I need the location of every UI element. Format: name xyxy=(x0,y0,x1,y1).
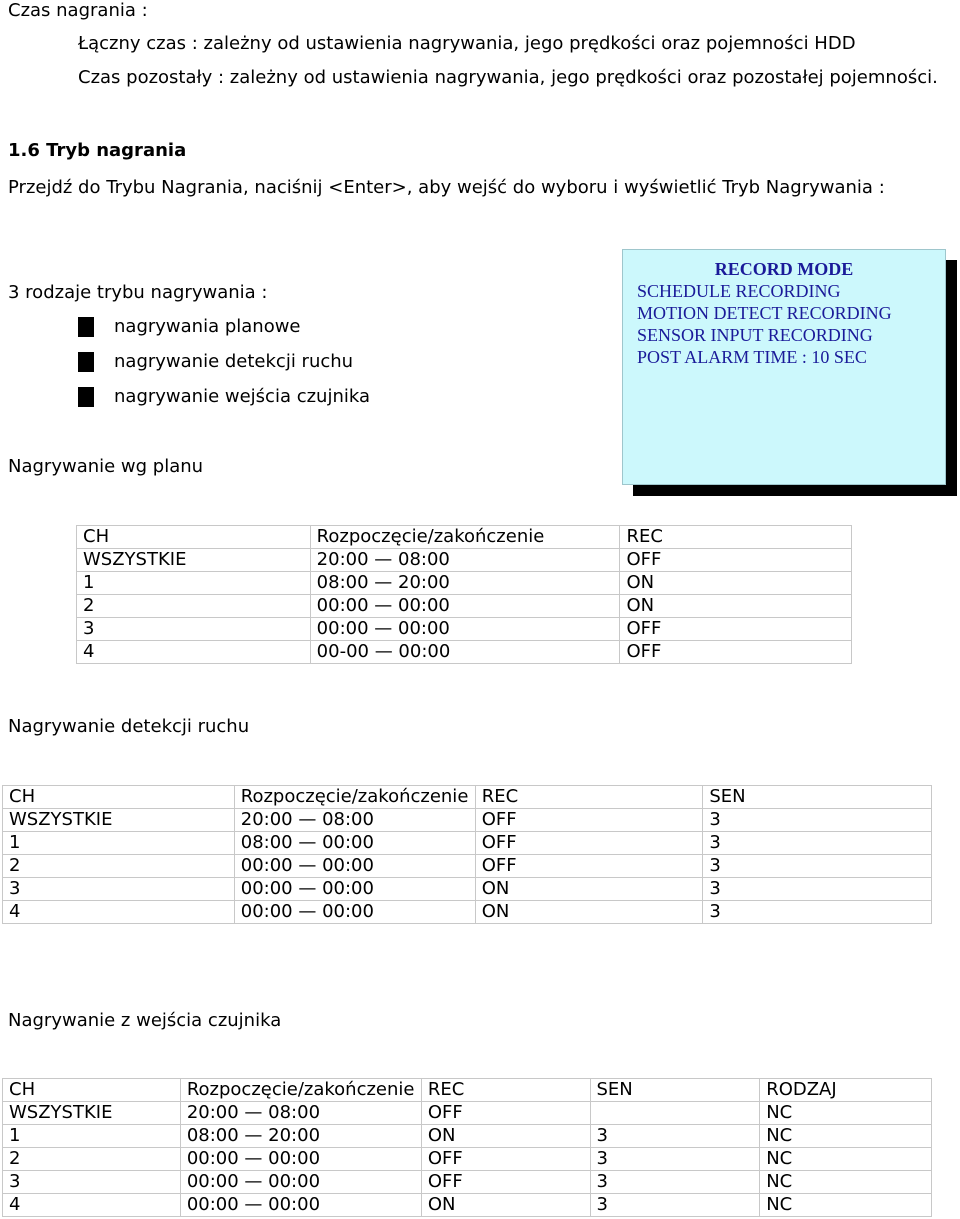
table-cell: WSZYSTKIE xyxy=(3,1102,181,1125)
table-row xyxy=(3,1171,932,1194)
table-cell: 00:00 — 00:00 xyxy=(234,878,475,901)
table-cell: 08:00 — 20:00 xyxy=(310,572,620,595)
header-cell: Rozpoczęcie/zakończenie xyxy=(180,1079,421,1102)
table-cell: 1 xyxy=(3,1125,181,1148)
record-mode-title: RECORD MODE xyxy=(714,259,854,279)
table-cell: 00:00 — 00:00 xyxy=(234,855,475,878)
table-cell: 3 xyxy=(703,809,932,832)
table-cell: NC xyxy=(760,1148,932,1171)
table-cell: OFF xyxy=(421,1102,590,1125)
table-cell: OFF xyxy=(475,855,703,878)
list-marker: c. xyxy=(78,386,94,407)
sensor-table xyxy=(2,1078,932,1217)
table-row xyxy=(77,618,852,641)
table-cell: 2 xyxy=(3,1148,181,1171)
table-cell: NC xyxy=(760,1102,932,1125)
table-cell: 00:00 — 00:00 xyxy=(180,1171,421,1194)
table-cell: NC xyxy=(760,1171,932,1194)
table-cell: WSZYSTKIE xyxy=(3,809,235,832)
table-cell: 3 xyxy=(703,878,932,901)
table-cell: OFF xyxy=(475,809,703,832)
table-header-row xyxy=(3,786,932,809)
table-row xyxy=(3,832,932,855)
table-row xyxy=(3,878,932,901)
header-cell: Rozpoczęcie/zakończenie xyxy=(234,786,475,809)
table-cell: 20:00 — 08:00 xyxy=(234,809,475,832)
table-cell: 2 xyxy=(77,595,311,618)
remaining-time-line: Czas pozostały : zależny od ustawienia nagrywania, jego prędkości oraz pozostałej pojemności. xyxy=(78,67,938,88)
total-time-line: Łączny czas : zależny od ustawienia nagrywania, jego prędkości oraz pojemności HDD xyxy=(78,33,856,54)
table-cell: ON xyxy=(475,878,703,901)
mode-item-b xyxy=(78,351,478,373)
table-cell: ON xyxy=(421,1194,590,1217)
table-cell: 20:00 — 08:00 xyxy=(310,549,620,572)
table-cell: NC xyxy=(760,1194,932,1217)
schedule-table xyxy=(76,525,852,664)
section-title: 1.6 Tryb nagrania xyxy=(8,140,187,161)
recording-time-heading: Czas nagrania : xyxy=(8,0,148,21)
table-cell: OFF xyxy=(620,641,852,664)
table-row xyxy=(77,572,852,595)
mode-label: nagrywanie wejścia czujnika xyxy=(114,386,370,407)
header-cell: Rozpoczęcie/zakończenie xyxy=(310,526,620,549)
motion-heading: Nagrywanie detekcji ruchu xyxy=(8,716,250,737)
table-header-row xyxy=(77,526,852,549)
table-row xyxy=(77,595,852,618)
table-cell: 4 xyxy=(3,1194,181,1217)
record-mode-box xyxy=(622,249,946,485)
table-cell xyxy=(590,1102,760,1125)
table-cell: ON xyxy=(475,901,703,924)
table-cell: OFF xyxy=(421,1171,590,1194)
header-cell: REC xyxy=(475,786,703,809)
table-cell: 1 xyxy=(3,832,235,855)
record-mode-line: POST ALARM TIME : 10 SEC xyxy=(637,347,867,367)
table-cell: 3 xyxy=(590,1171,760,1194)
table-row xyxy=(3,1125,932,1148)
table-cell: 3 xyxy=(3,878,235,901)
header-cell: CH xyxy=(3,1079,181,1102)
table-cell: 4 xyxy=(3,901,235,924)
table-cell: ON xyxy=(421,1125,590,1148)
header-cell: RODZAJ xyxy=(760,1079,932,1102)
mode-item-c xyxy=(78,386,478,408)
table-cell: NC xyxy=(760,1125,932,1148)
table-row xyxy=(3,809,932,832)
table-cell: 3 xyxy=(703,855,932,878)
table-cell: OFF xyxy=(620,549,852,572)
table-cell: ON xyxy=(620,595,852,618)
table-cell: 3 xyxy=(590,1148,760,1171)
schedule-heading: Nagrywanie wg planu xyxy=(8,456,204,477)
table-cell: 00:00 — 00:00 xyxy=(234,901,475,924)
record-mode-line: MOTION DETECT RECORDING xyxy=(637,303,892,323)
modes-heading: 3 rodzaje trybu nagrywania : xyxy=(8,282,268,303)
table-cell: 3 xyxy=(3,1171,181,1194)
header-cell: CH xyxy=(77,526,311,549)
table-cell: WSZYSTKIE xyxy=(77,549,311,572)
table-cell: 1 xyxy=(77,572,311,595)
motion-table xyxy=(2,785,932,924)
table-cell: 3 xyxy=(77,618,311,641)
table-row xyxy=(77,549,852,572)
table-header-row xyxy=(3,1079,932,1102)
table-cell: 00:00 — 00:00 xyxy=(180,1148,421,1171)
table-cell: 08:00 — 00:00 xyxy=(234,832,475,855)
list-marker: b. xyxy=(78,351,96,372)
sensor-heading: Nagrywanie z wejścia czujnika xyxy=(8,1010,282,1031)
header-cell: REC xyxy=(421,1079,590,1102)
table-row xyxy=(3,901,932,924)
table-cell: 20:00 — 08:00 xyxy=(180,1102,421,1125)
table-cell: OFF xyxy=(421,1148,590,1171)
table-row xyxy=(3,1102,932,1125)
table-row xyxy=(77,641,852,664)
table-cell: 08:00 — 20:00 xyxy=(180,1125,421,1148)
table-cell: 3 xyxy=(590,1194,760,1217)
mode-label: nagrywanie detekcji ruchu xyxy=(114,351,354,372)
table-row xyxy=(3,1148,932,1171)
table-cell: 00:00 — 00:00 xyxy=(180,1194,421,1217)
table-cell: 00-00 — 00:00 xyxy=(310,641,620,664)
mode-item-a xyxy=(78,316,478,338)
list-marker: a. xyxy=(78,316,95,337)
header-cell: SEN xyxy=(590,1079,760,1102)
table-cell: 3 xyxy=(703,901,932,924)
table-cell: 00:00 — 00:00 xyxy=(310,595,620,618)
table-cell: 3 xyxy=(590,1125,760,1148)
header-cell: REC xyxy=(620,526,852,549)
table-row xyxy=(3,1194,932,1217)
table-cell: 2 xyxy=(3,855,235,878)
table-cell: 3 xyxy=(703,832,932,855)
table-cell: OFF xyxy=(475,832,703,855)
record-mode-line: SENSOR INPUT RECORDING xyxy=(637,325,873,345)
header-cell: CH xyxy=(3,786,235,809)
table-cell: 4 xyxy=(77,641,311,664)
header-cell: SEN xyxy=(703,786,932,809)
table-cell: 00:00 — 00:00 xyxy=(310,618,620,641)
table-cell: OFF xyxy=(620,618,852,641)
record-mode-line: SCHEDULE RECORDING xyxy=(637,281,841,301)
mode-label: nagrywania planowe xyxy=(114,316,301,337)
table-row xyxy=(3,855,932,878)
table-cell: ON xyxy=(620,572,852,595)
section-intro: Przejdź do Trybu Nagrania, naciśnij <Enter>, aby wejść do wyboru i wyświetlić Tryb Nagrywania : xyxy=(8,177,885,198)
